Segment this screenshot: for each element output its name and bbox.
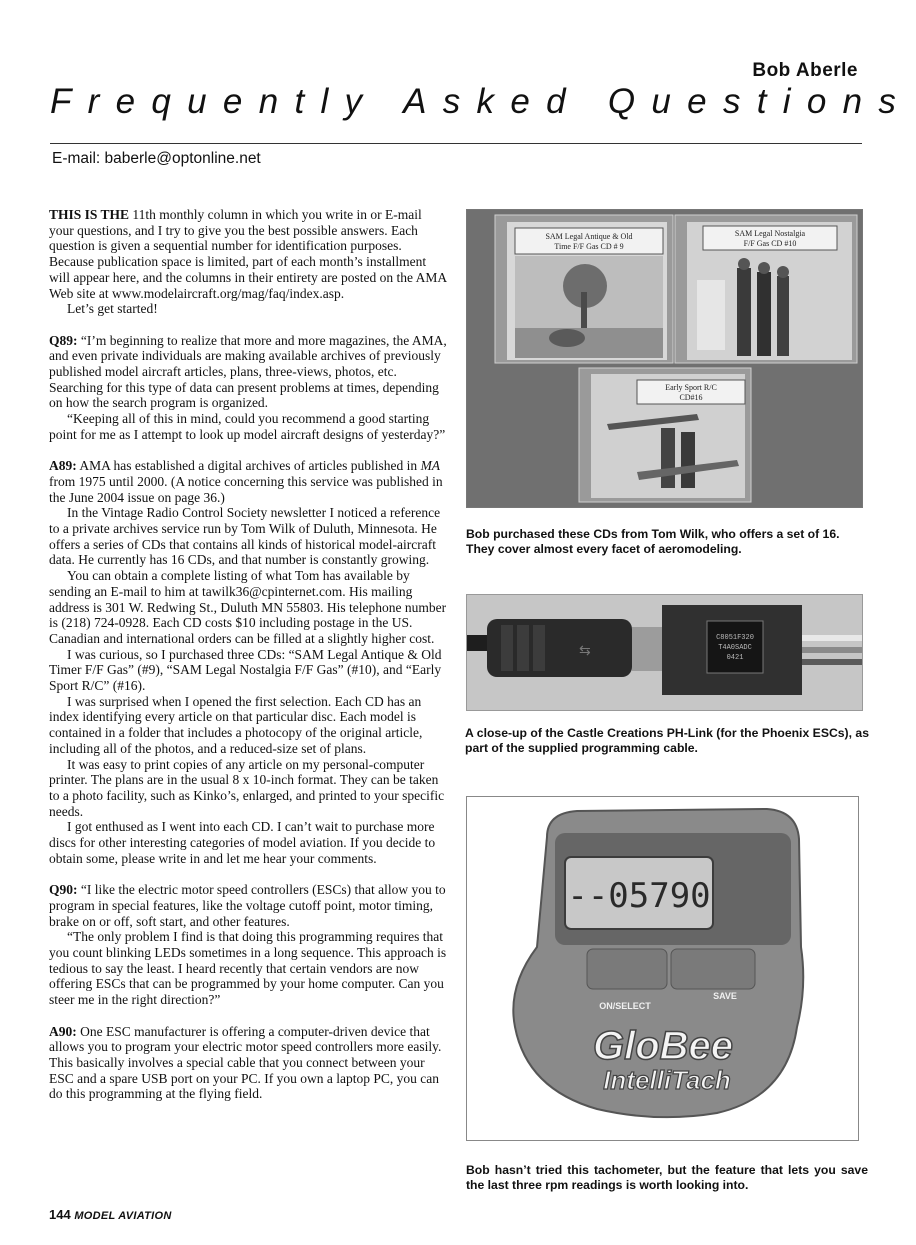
tach-photo-graphic (467, 797, 858, 1140)
cd1-label-line2: Time F/F Gas CD # 9 (554, 242, 624, 251)
page-number: 144 (49, 1207, 71, 1222)
chip-line3: 0421 (726, 654, 744, 662)
author-name: Bob Aberle (752, 60, 858, 81)
a89-paragraph-2: In the Vintage Radio Control Society newsletter I noticed a reference to a private archives service run by Tom Wilk of Duluth, Minnesota. He offers a series of CDs that contains all kinds of historical model-aircraft data. He currently has 16 CDs, and that number is constantly growing. (49, 505, 441, 568)
save-label: SAVE (713, 991, 737, 1001)
on-select-button (587, 949, 667, 989)
page-footer (49, 1207, 172, 1222)
intro-paragraph: THIS IS THE 11th monthly column in which you write in or E-mail your questions, and I try to give you the best possible answers. Each question is given a sequential number for identification purposes. Because publication space is limited, part of each month’s installment will appear here, and the columns in their entirety are posted on the AMA Web site at www.modelaircraft.org/mag/faq/index.asp. (49, 207, 447, 301)
tach-photo-caption: Bob hasn’t tried this tachometer, but the feature that lets you save the last three rpm readings is worth looking into. (466, 1163, 868, 1192)
tach-model-logo: IntelliTach (603, 1065, 731, 1095)
q89-paragraph: Q89: “I’m beginning to realize that more and more magazines, the AMA, and even private individuals are making available archives of previously published model aircraft articles, plans, three-views, photos, etc. Searching for this type of data can present problems at times, depending on how the search program is organized. (49, 332, 447, 411)
intro-lead: THIS IS THE (49, 207, 130, 222)
cd3-label-line2: CD#16 (679, 393, 703, 402)
q90-paragraph: Q90: “I like the electric motor speed controllers (ESCs) that allow you to program in special features, like the voltage cutoff point, motor timing, brake on or off, soft start, and other features. (49, 882, 446, 929)
on-select-label: ON/SELECT (599, 1001, 651, 1011)
tach-display-reading: --05790 (567, 876, 711, 916)
a89-paragraph-6: It was easy to print copies of any article on my personal-computer printer. The plans are in the usual 8 x 10-inch format. They can be taken to a photo facility, such as Kinko’s, enlarged, and printed to your specific needs. (49, 756, 445, 819)
cd-photo-caption: Bob purchased these CDs from Tom Wilk, who offers a set of 16. They cover almost every facet of aeromodeling. (466, 527, 840, 556)
q90-paragraph-2: “The only problem I find is that doing this programming requires that you count blinking LEDs sometimes in a long sequence. This approach is tedious to say the least. I heard recently that certain vendors are now offering ESCs that can be programmed by your home computer. Can you steer me in the right direction?” (49, 929, 447, 1008)
title-divider (50, 143, 862, 144)
a89-paragraph-5: I was surprised when I opened the first selection. Each CD has an index identifying every article on that particular disc. Each model is contained in a folder that includes a photocopy of the original article, including all of the photos, and a reduced-size set of plans. (49, 693, 423, 756)
phlink-photo (466, 594, 863, 711)
page-title: Frequently Asked Questions (50, 82, 913, 121)
cd2-label-line1: SAM Legal Nostalgia (734, 229, 806, 238)
intro-paragraph-2: Let’s get started! (67, 301, 158, 317)
phlink-photo-graphic (467, 595, 862, 710)
a89-paragraph-7: I got enthused as I went into each CD. I can’t wait to purchase more discs for other interesting categories of model aviation. If you decide to obtain some, please write in and let me hear your comments. (49, 819, 436, 866)
cd2-label-line2: F/F Gas CD #10 (743, 239, 797, 248)
tach-brand-logo: GloBee (592, 1024, 734, 1068)
a89-paragraph-4: I was curious, so I purchased three CDs: “SAM Legal Antique & Old Timer F/F Gas” (#9), “SAM Legal Nostalgia F/F Gas” (#10), and “Early Sport R/C” (#16). (49, 646, 442, 694)
a89-paragraph-3: You can obtain a complete listing of what Tom has available by sending an E-mail to him at tawilk36@cpinternet.com. His mailing address is 301 W. Redwing St., Duluth MN 55803. His telephone number is (218) 724-0928. Each CD costs $10 including postage in the US. Canadian and international orders can be filled at a slightly higher cost. (49, 568, 447, 646)
usb-symbol-icon: ⇆ (579, 642, 591, 658)
q89-paragraph-2: “Keeping all of this in mind, could you recommend a good starting point for me as I attempt to look up model aircraft designs of yesterday?” (49, 411, 446, 442)
chip-line2: T4A0SADC (718, 644, 752, 652)
a90-paragraph: A90: One ESC manufacturer is offering a computer-driven device that allows you to program your electric motor speed controllers more easily. This basically involves a special cable that you connect between your ESC and a spare USB port on your PC. If you own a laptop PC, you can do this programming at the flying field. (49, 1023, 442, 1102)
cd1-label-line1: SAM Legal Antique & Old (545, 232, 633, 241)
article-column (49, 207, 447, 1102)
chip-line1: C8051F320 (716, 634, 754, 642)
a89-paragraph: A89: AMA has established a digital archives of articles published in MA from 1975 until 2000. (A notice concerning this service was published in the June 2004 issue on page 36.) (49, 458, 443, 505)
cd3-label-line1: Early Sport R/C (665, 383, 717, 392)
save-button (671, 949, 755, 989)
cd-photo (466, 209, 863, 508)
phlink-photo-caption: A close-up of the Castle Creations PH-Link (for the Phoenix ESCs), as part of the supplied programming cable. (465, 726, 869, 755)
tach-photo (466, 796, 859, 1141)
magazine-name: MODEL AVIATION (74, 1210, 172, 1222)
author-email: E-mail: baberle@optonline.net (52, 150, 261, 167)
cd-photo-graphic (467, 210, 862, 507)
